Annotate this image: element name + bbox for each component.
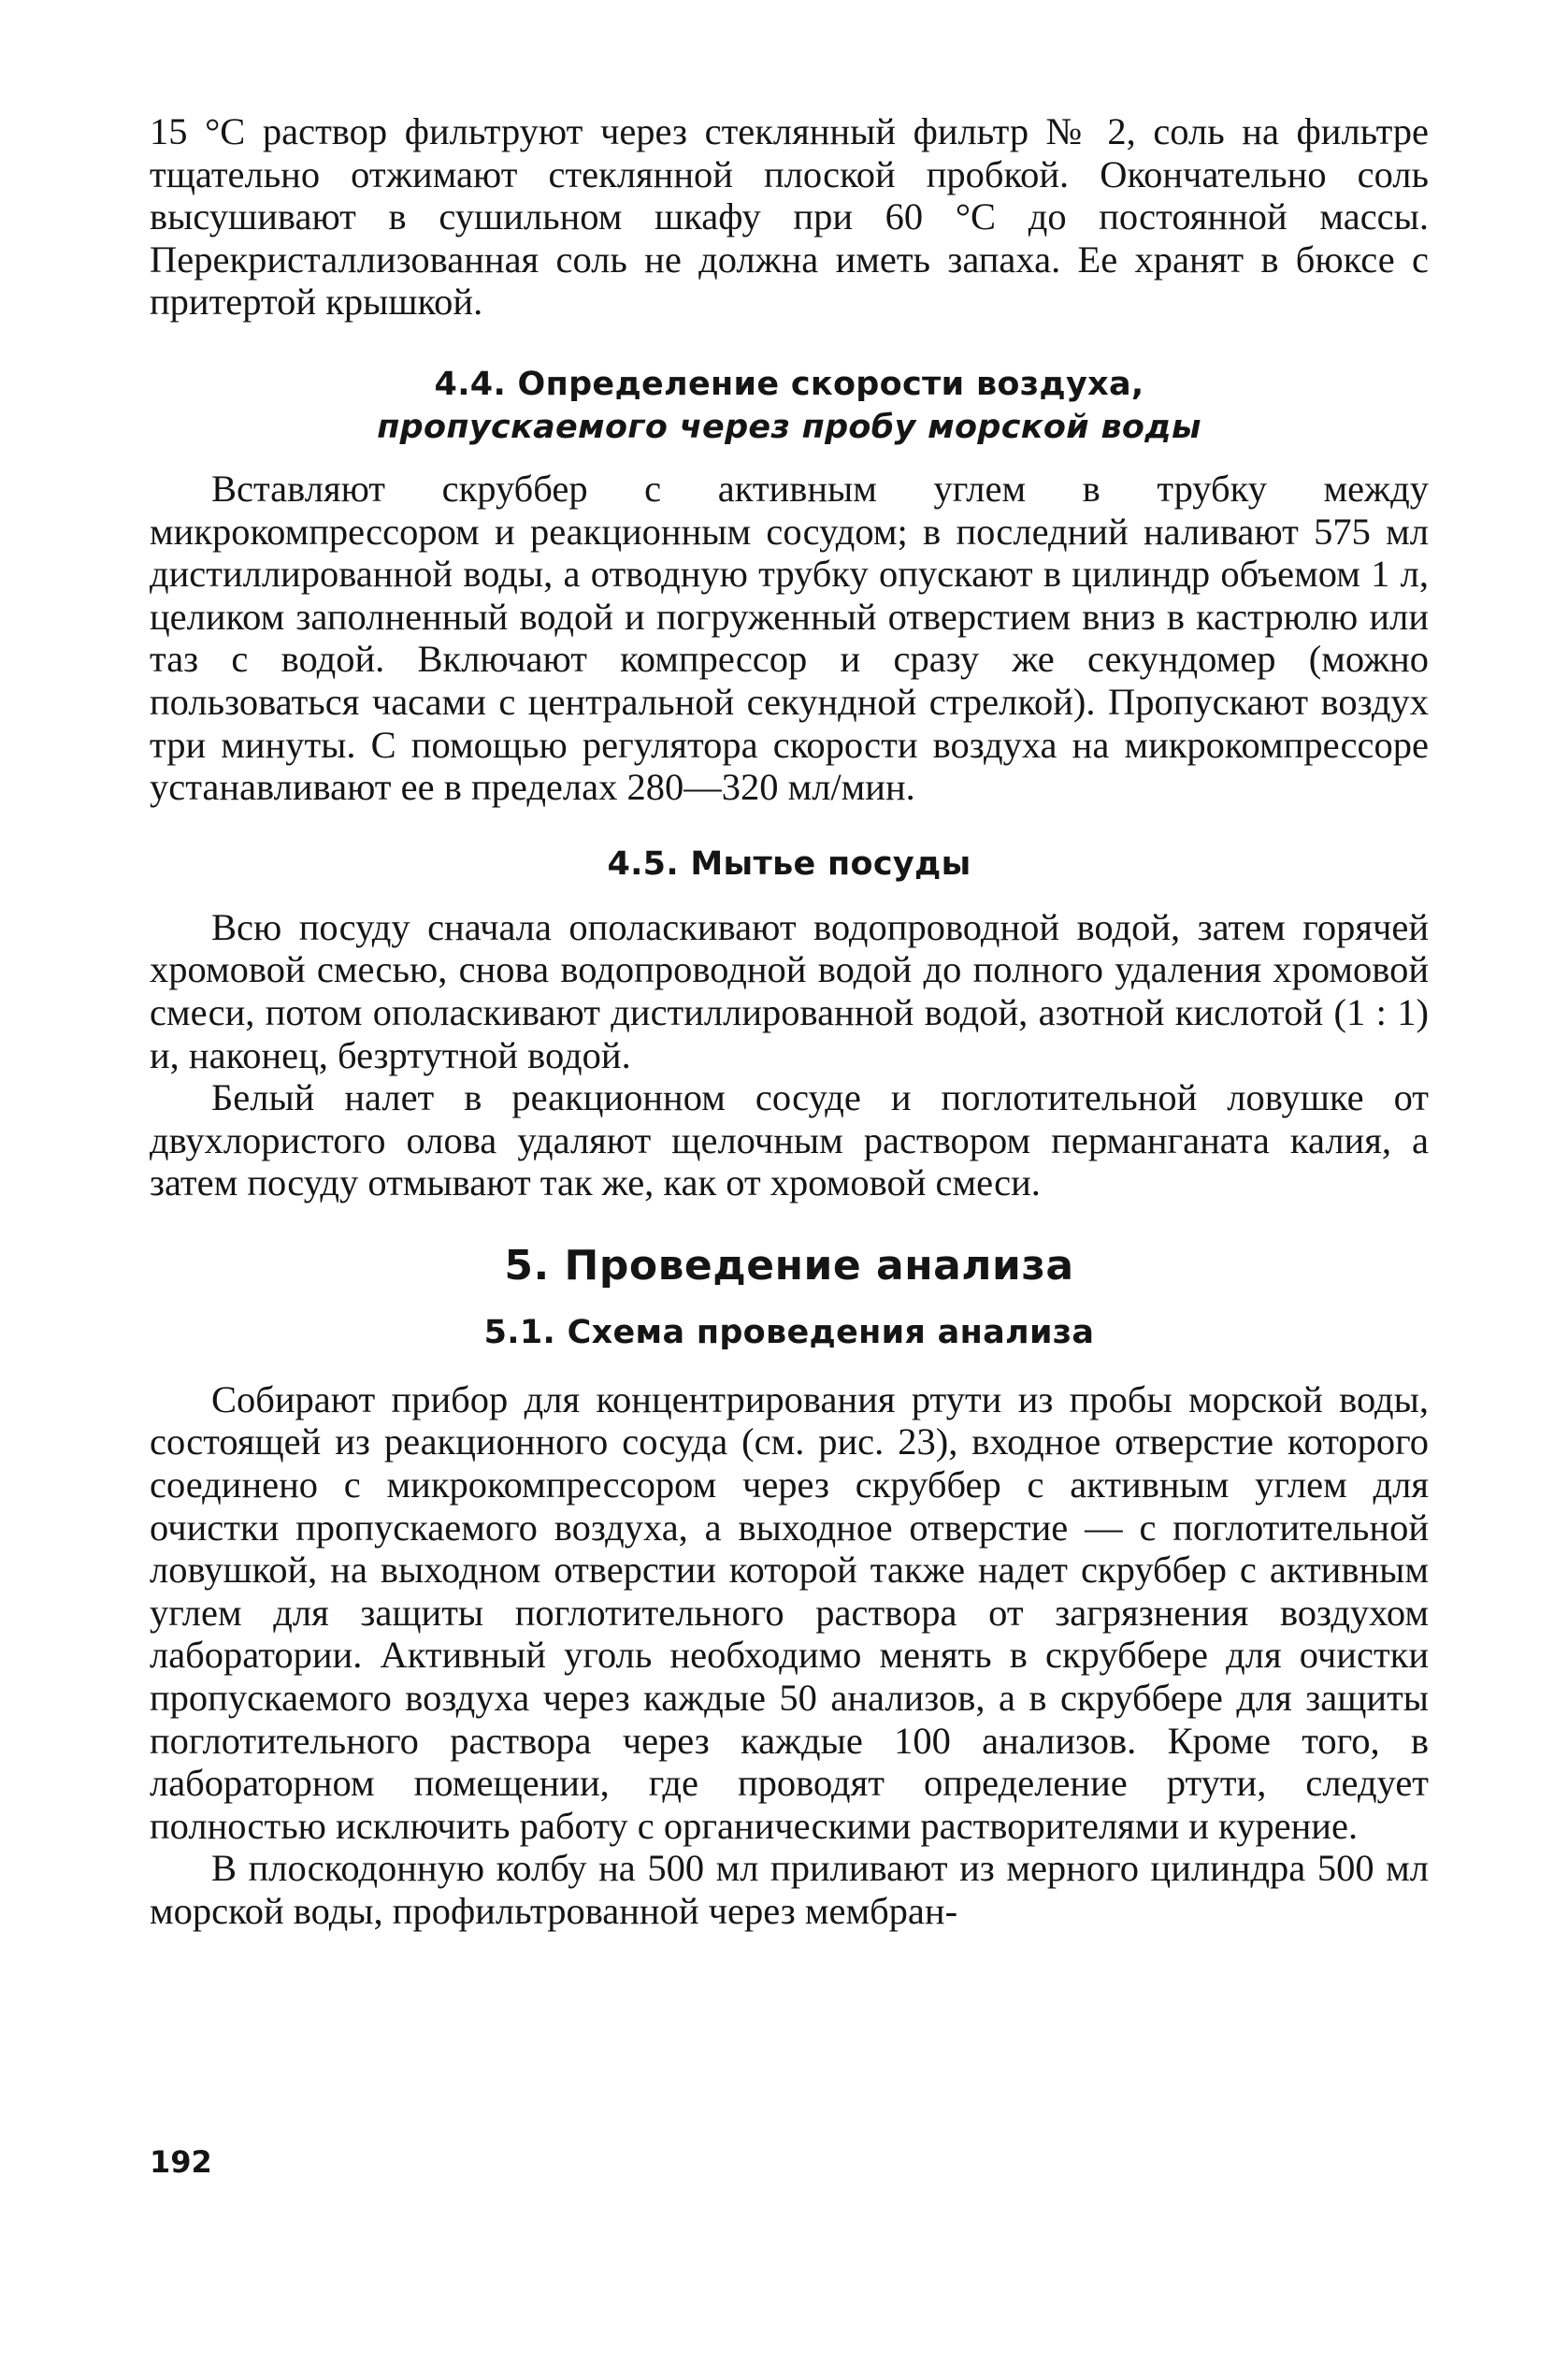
section-4-4-heading-line2: пропускаемого через пробу морской воды [377, 408, 1201, 446]
section-5-heading: 5. Проведение анализа [504, 1241, 1074, 1290]
section-5-1-paragraph-1: Собирают прибор для концентрирования ртути из пробы морской воды, состоящей из реакционного сосуда (см. рис. 23), входное отверстие которого соединено с микрокомпрессором через скруббер с активным углем для очистки пропускаемого воздуха, а выходное отверстие — с поглотительной ловушкой, на выходном отверстии которой также надет скруббер с активным углем для защиты поглотительного раствора от загрязнения воздухом лаборатории. Активный уголь необходимо менять в скруббере для очистки пропускаемого воздуха через каждые 50 анализов, а в скруббере для защиты поглотительного раствора через каждые 100 анализов. Кроме того, в лабораторном помещении, где проводят определение ртути, следует полностью исключить работу с органическими растворителями и курение. [150, 1377, 1429, 1847]
page-number: 192 [150, 2144, 212, 2180]
book-page [150, 110, 1429, 1933]
section-4-4-heading [150, 363, 1429, 449]
section-5-1-heading: 5.1. Схема проведения анализа [483, 1313, 1095, 1351]
section-4-5-heading: 4.5. Мытье посуды [607, 844, 971, 883]
section-5-1-paragraph-2: В плоскодонную колбу на 500 мл приливают из мерного цилиндра 500 мл морской воды, профильтрованной через мембран- [150, 1847, 1429, 1932]
section-4-5-paragraph-2: Белый налет в реакционном сосуде и поглотительной ловушке от двухлористого олова удаляют щелочным раствором перманганата калия, а затем посуду отмывают так же, как от хромовой смеси. [150, 1076, 1429, 1204]
section-4-5-paragraph-1: Всю посуду сначала ополаскивают водопроводной водой, затем горячей хромовой смесью, снова водопроводной водой до полного удаления хромовой смеси, потом ополаскивают дистиллированной водой, азотной кислотой (1 : 1) и, наконец, безртутной водой. [150, 905, 1429, 1076]
section-4-4-heading-line1: 4.4. Определение скорости воздуха, [434, 365, 1144, 403]
intro-paragraph: 15 °C раствор фильтруют через стеклянный фильтр № 2, соль на фильтре тщательно отжимают стеклянной плоской пробкой. Окончательно соль высушивают в сушильном шкафу при 60 °C до постоянной массы. Перекристаллизованная соль не должна иметь запаха. Ее хранят в бюксе с притертой крышкой. [150, 110, 1429, 324]
section-4-4-paragraph: Вставляют скруббер с активным углем в трубку между микрокомпрессором и реакционным сосудом; в последний наливают 575 мл дистиллированной воды, а отводную трубку опускают в цилиндр объемом 1 л, целиком заполненный водой и погруженный отверстием вниз в кастрюлю или таз с водой. Включают компрессор и сразу же секундомер (можно пользоваться часами с центральной секундной стрелкой). Пропускают воздух три минуты. С помощью регулятора скорости воздуха на микрокомпрессоре устанавливают ее в пределах 280—320 мл/мин. [150, 467, 1429, 809]
